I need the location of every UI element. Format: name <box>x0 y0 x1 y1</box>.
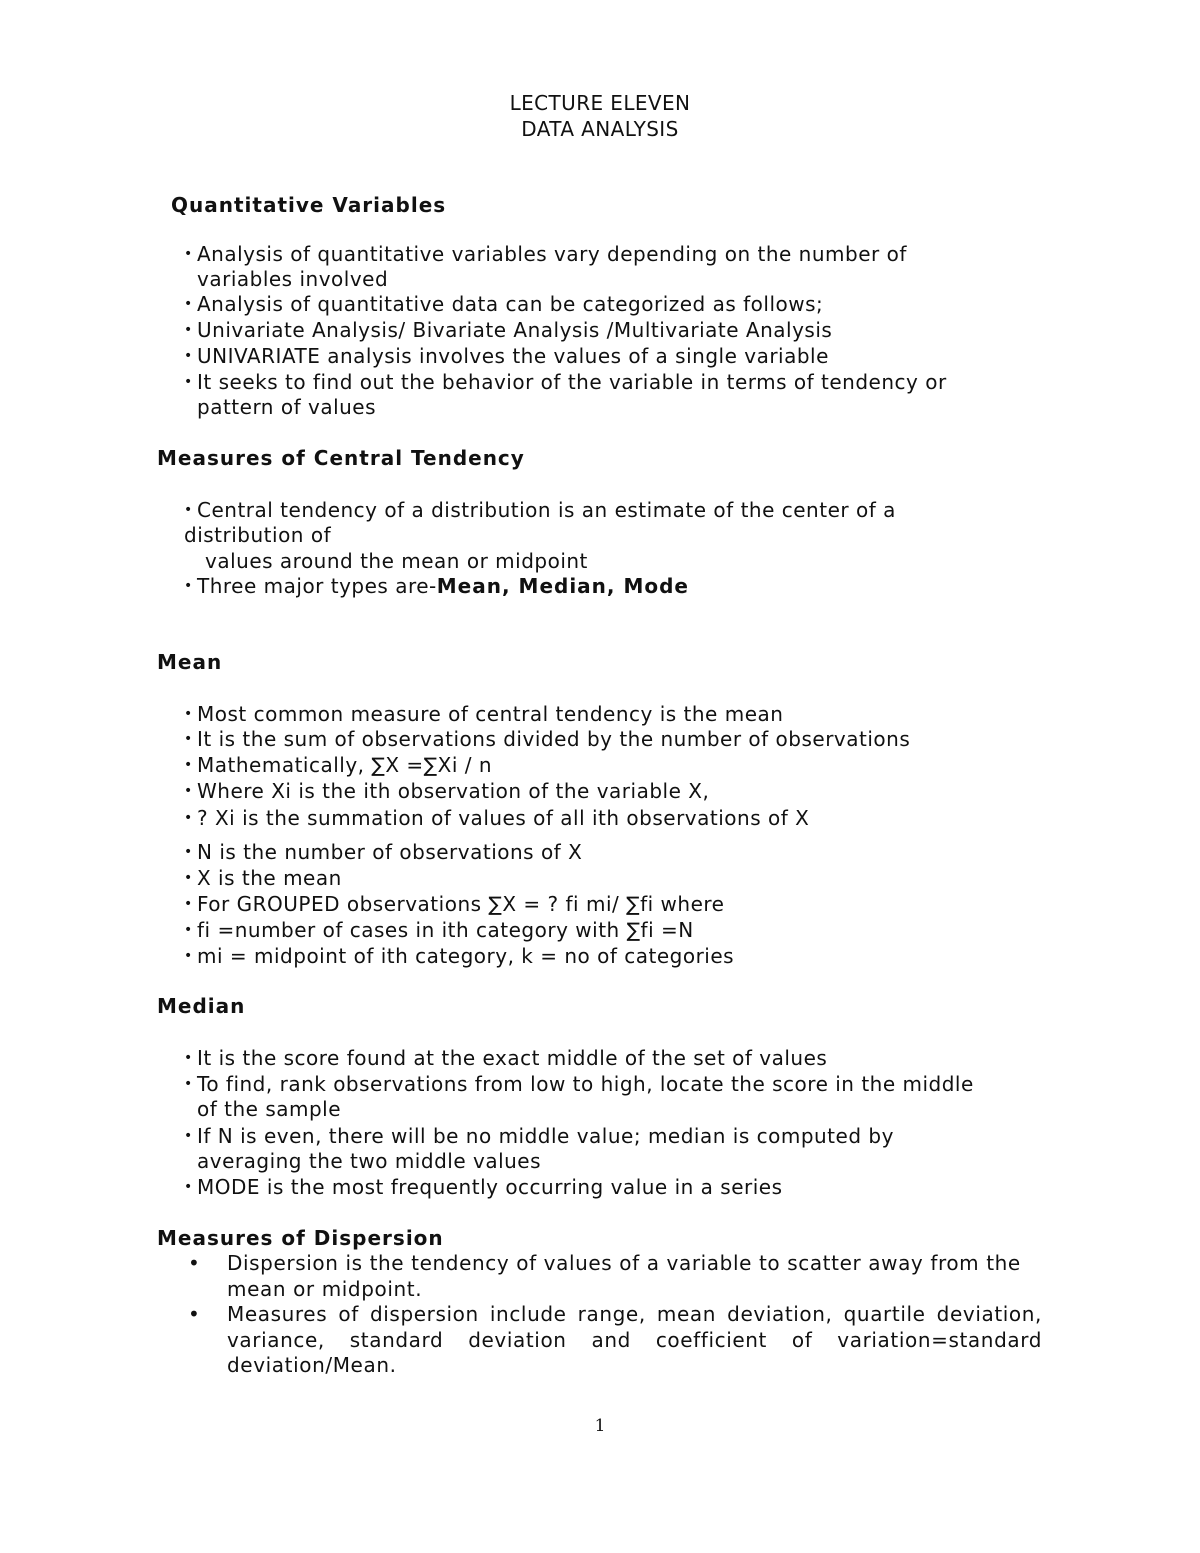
bullet-icon: • <box>188 1302 201 1326</box>
list-item-continuation: of the sample <box>197 1097 342 1121</box>
bullet-icon: • <box>184 896 193 912</box>
lecture-title: LECTURE ELEVEN <box>509 91 691 115</box>
bullet-icon: • <box>184 502 193 518</box>
document-page: LECTURE ELEVEN DATA ANALYSIS Quantitative Variables • Analysis of quantitative variables vary depending on the number of variables involved • Analysis of quantitative data can be categorized as follows; • Univariate Analysis/ Bivariate Analysis /Multivariate Analysis • UNIVARIATE analysis involves the values of a single variable • It seeks to find out the behavior of the variable in terms of tendency or pattern of values Measures of Central Tendency • Central tendency of a distribution is an estimate of the center of a distribution of values around the mean or midpoint • Three major types are-Mean, Median, Mode Mean • Most common measure of central tendency is the mean • It is the sum of observations divided by the number of observations • Mathematically, ∑X =∑Xi / n • Where Xi is the ith observation of the variable X, • ? Xi is the summation of values of all ith observations of X • N is the number of observations of X • X is the mean • For GROUPED observations ∑X = ? fi mi/ ∑fi where • fi =number of cases in ith category with ∑fi =N • mi = midpoint of ith category, k = no of categories Median • It is the score found at the exact middle of the set of values • To find, rank observations from low to high, locate the score in the middle of the sample • If N is even, there will be no middle value; median is computed by averaging the two middle values • MODE is the most frequently occurring value in a series Measures of Dispersion • Dispersion is the tendency of values of a variable to scatter away from the mean or midpoint. • Measures of dispersion include range, mean deviation, quartile deviation, variance, standard deviation and coefficient of variation=standard deviation/Mean. 1 <box>0 0 1200 1553</box>
bullet-icon: • <box>184 1128 193 1144</box>
heading-quantitative-variables: Quantitative Variables <box>171 193 447 217</box>
bullet-icon: • <box>184 731 193 747</box>
bullet-icon: • <box>184 706 193 722</box>
bullet-icon: • <box>184 348 193 364</box>
heading-median: Median <box>157 994 246 1018</box>
bullet-icon: • <box>184 783 193 799</box>
bullet-icon: • <box>184 296 193 312</box>
bullet-icon: • <box>184 322 193 338</box>
list-item: • Dispersion is the tendency of values of a variable to scatter away from the mean or midpoint. <box>188 1251 1021 1301</box>
bullet-icon: • <box>188 1251 201 1275</box>
list-item-continuation: distribution of <box>184 523 332 547</box>
bullet-icon: • <box>184 246 193 262</box>
heading-central-tendency: Measures of Central Tendency <box>157 446 525 470</box>
heading-dispersion: Measures of Dispersion <box>157 1226 444 1250</box>
bullet-icon: • <box>184 810 193 826</box>
list-item-continuation: variables involved <box>197 267 389 291</box>
list-item-continuation: values around the mean or midpoint <box>205 549 588 573</box>
types-prefix: Three major types are- <box>197 574 437 598</box>
list-item-continuation: pattern of values <box>197 395 377 419</box>
bullet-icon: • <box>184 757 193 773</box>
types-list: Mean, Median, Mode <box>436 574 689 598</box>
bullet-icon: • <box>184 948 193 964</box>
bullet-icon: • <box>184 1076 193 1092</box>
bullet-icon: • <box>184 374 193 390</box>
list-item: • Measures of dispersion include range, mean deviation, quartile deviation, variance, standard deviation and coefficient of variation=standard deviation/Mean. <box>188 1302 1084 1377</box>
page-number: 1 <box>594 1416 606 1436</box>
bullet-icon: • <box>184 1050 193 1066</box>
bullet-icon: • <box>184 578 193 594</box>
list-item-continuation: averaging the two middle values <box>197 1149 542 1173</box>
heading-mean: Mean <box>157 650 223 674</box>
bullet-icon: • <box>184 1179 193 1195</box>
bullet-icon: • <box>184 922 193 938</box>
lecture-subtitle: DATA ANALYSIS <box>521 117 679 141</box>
bullet-icon: • <box>184 844 193 860</box>
bullet-icon: • <box>184 870 193 886</box>
